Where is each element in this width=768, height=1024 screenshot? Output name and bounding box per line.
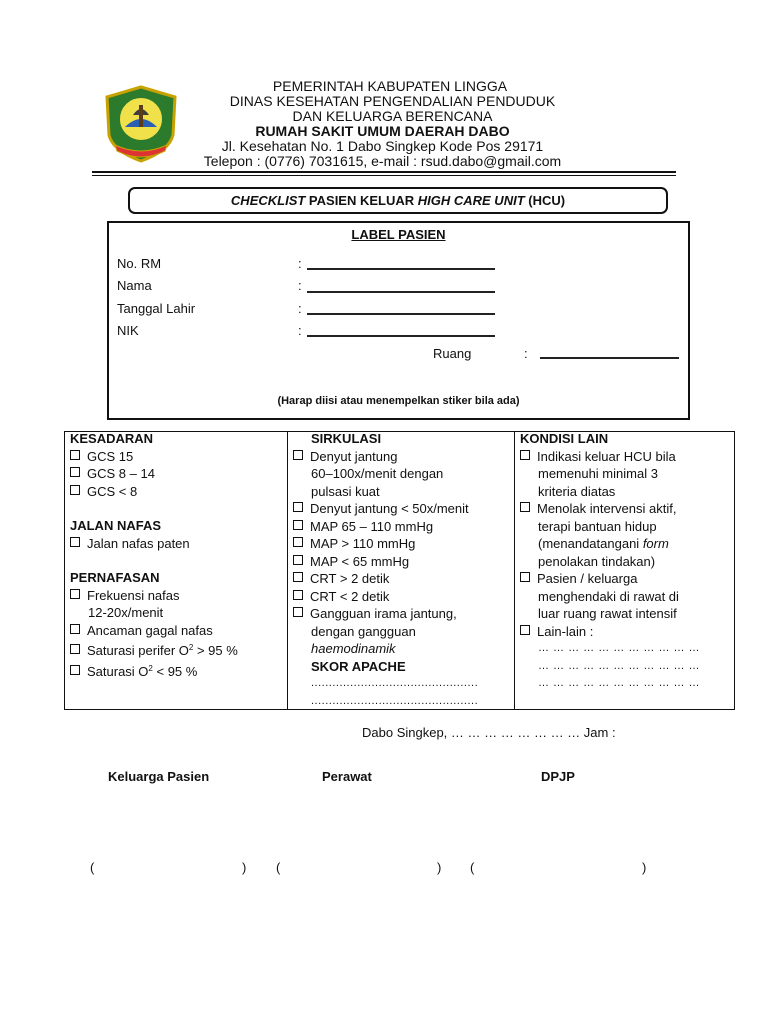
checkbox-denyut-jantung-low[interactable]: Denyut jantung < 50x/menit xyxy=(293,500,478,518)
item-continuation: pulsasi kuat xyxy=(311,483,380,499)
field-label-ruang: Ruang xyxy=(433,346,472,361)
column-kesadaran xyxy=(70,430,238,680)
checkbox-icon[interactable] xyxy=(70,644,80,654)
checkbox-icon[interactable] xyxy=(293,450,303,460)
checkbox-crt-lt2[interactable]: CRT < 2 detik xyxy=(293,588,478,606)
header-rule-thin xyxy=(92,175,676,176)
column-divider xyxy=(287,431,288,710)
item-continuation: memenuhi minimal 3 xyxy=(538,466,658,481)
nik-field[interactable] xyxy=(307,335,495,337)
signature-open: ( xyxy=(470,860,475,875)
hospital-address: Jl. Kesehatan No. 1 Dabo Singkep Kode Pos 29171 xyxy=(221,138,544,154)
lain-lain-field[interactable]: … … … … … … … … … … … xyxy=(538,659,701,672)
item-continuation: 12-20x/menit xyxy=(88,605,164,620)
checkbox-icon[interactable] xyxy=(70,467,80,477)
label-note: (Harap diisi atau menempelkan stiker bila ada) xyxy=(277,395,520,407)
checkbox-icon[interactable] xyxy=(70,624,80,634)
colon: : xyxy=(298,301,302,316)
header-rule xyxy=(92,171,676,173)
hospital-name: RUMAH SAKIT UMUM DAERAH DABO xyxy=(255,123,510,139)
checkbox-icon[interactable] xyxy=(520,450,530,460)
item-continuation: kriteria diatas xyxy=(538,483,616,499)
section-skor-apache: SKOR APACHE xyxy=(311,658,406,674)
colon: : xyxy=(298,323,302,338)
signature-open: ( xyxy=(276,860,281,875)
form-title: CHECKLIST PASIEN KELUAR HIGH CARE UNIT (HCU) xyxy=(128,187,668,214)
checkbox-map-normal[interactable]: MAP 65 – 110 mmHg xyxy=(293,518,478,536)
field-label-tgl: Tanggal Lahir xyxy=(117,301,196,316)
checkbox-pasien-keluarga[interactable]: Pasien / keluarga xyxy=(520,570,700,588)
field-label-rm: No. RM xyxy=(117,256,162,271)
colon: : xyxy=(298,256,302,271)
checkbox-saturasi-perifer[interactable]: Saturasi perifer $O^2 > 95$ % xyxy=(70,639,238,660)
checkbox-indikasi-keluar[interactable]: Indikasi keluar HCU bila xyxy=(520,448,700,466)
checkbox-denyut-jantung-normal[interactable]: Denyut jantung xyxy=(293,448,478,466)
checkbox-jalan-nafas-paten[interactable]: Jalan nafas paten xyxy=(70,535,238,553)
checkbox-map-high[interactable]: MAP > 110 mmHg xyxy=(293,535,478,553)
signer-perawat: Perawat xyxy=(322,769,372,784)
checkbox-icon[interactable] xyxy=(293,502,303,512)
agency-name-cont: DAN KELUARGA BERENCANA xyxy=(292,108,493,124)
item-continuation: terapi bantuan hidup xyxy=(538,518,657,534)
checkbox-ancaman-gagal-nafas[interactable]: Ancaman gagal nafas xyxy=(70,622,238,640)
checkbox-icon[interactable] xyxy=(70,450,80,460)
checkbox-icon[interactable] xyxy=(520,572,530,582)
section-kondisi-lain: KONDISI LAIN xyxy=(520,431,609,446)
checkbox-saturasi[interactable]: Saturasi $O^2 < 95$ % xyxy=(70,660,238,681)
signature-keluarga-field[interactable] xyxy=(100,858,236,878)
field-label-nik: NIK xyxy=(117,323,139,338)
signature-open: ( xyxy=(90,860,95,875)
gov-name: PEMERINTAH KABUPATEN LINGGA xyxy=(272,78,508,94)
field-label-nama: Nama xyxy=(117,278,152,293)
checkbox-icon[interactable] xyxy=(70,537,80,547)
column-divider xyxy=(514,431,515,710)
hospital-contact: Telepon : (0776) 7031615, e-mail : rsud.dabo@gmail.com xyxy=(203,153,562,169)
ruang-field[interactable] xyxy=(540,357,679,359)
checkbox-icon[interactable] xyxy=(70,665,80,675)
section-jalan-nafas: JALAN NAFAS xyxy=(70,518,162,533)
checkbox-gcs8-14[interactable]: GCS 8 – 14 xyxy=(70,465,238,483)
checkbox-gangguan-irama[interactable]: Gangguan irama jantung, xyxy=(293,605,478,623)
colon: : xyxy=(298,278,302,293)
skor-apache-field[interactable]: ............................................... xyxy=(311,677,479,689)
checkbox-gcs15[interactable]: GCS 15 xyxy=(70,448,238,466)
signature-close: ) xyxy=(642,860,647,875)
section-kesadaran: KESADARAN xyxy=(70,431,154,446)
item-continuation: penolakan tindakan) xyxy=(538,553,656,569)
nama-field[interactable] xyxy=(307,291,495,293)
item-continuation: luar ruang rawat intensif xyxy=(538,606,677,621)
signature-perawat-field[interactable] xyxy=(286,858,432,878)
checkbox-icon[interactable] xyxy=(293,590,303,600)
column-sirkulasi xyxy=(293,430,478,710)
checkbox-lain-lain[interactable]: Lain-lain : xyxy=(520,623,700,641)
checkbox-icon[interactable] xyxy=(293,572,303,582)
column-kondisi-lain xyxy=(520,430,700,693)
place-date-time[interactable]: Dabo Singkep, … … … … … … … … Jam : xyxy=(362,725,616,740)
checkbox-icon[interactable] xyxy=(293,520,303,530)
lain-lain-field[interactable]: … … … … … … … … … … … xyxy=(538,677,701,689)
signer-keluarga: Keluarga Pasien xyxy=(108,769,210,784)
colon: : xyxy=(524,346,528,361)
checkbox-icon[interactable] xyxy=(520,502,530,512)
signer-dpjp: DPJP xyxy=(541,769,575,784)
checkbox-menolak-intervensi[interactable]: Menolak intervensi aktif, xyxy=(520,500,700,518)
item-continuation: menghendaki di rawat di xyxy=(538,588,679,604)
checkbox-map-low[interactable]: MAP < 65 mmHg xyxy=(293,553,478,571)
item-continuation: haemodinamik xyxy=(311,641,396,656)
checkbox-crt-gt2[interactable]: CRT > 2 detik xyxy=(293,570,478,588)
rm-field[interactable] xyxy=(307,268,495,270)
checkbox-icon[interactable] xyxy=(520,625,530,635)
checkbox-icon[interactable] xyxy=(70,485,80,495)
checkbox-frekuensi-nafas[interactable]: Frekuensi nafas xyxy=(70,587,238,605)
checkbox-icon[interactable] xyxy=(293,607,303,617)
item-continuation: 60–100x/menit dengan xyxy=(311,466,444,481)
section-sirkulasi: SIRKULASI xyxy=(311,431,382,446)
section-pernafasan: PERNAFASAN xyxy=(70,570,160,585)
tanggal-lahir-field[interactable] xyxy=(307,313,495,315)
checkbox-icon[interactable] xyxy=(293,537,303,547)
checkbox-gcs-lt8[interactable]: GCS < 8 xyxy=(70,483,238,501)
patient-label-box xyxy=(107,221,690,420)
signature-dpjp-field[interactable] xyxy=(480,858,636,878)
skor-apache-field[interactable]: ............................................... xyxy=(311,694,479,707)
checkbox-icon[interactable] xyxy=(70,589,80,599)
item-continuation: (menandatangani form xyxy=(538,536,669,551)
agency-name: DINAS KESEHATAN PENGENDALIAN PENDUDUK xyxy=(229,93,556,109)
lain-lain-field[interactable]: … … … … … … … … … … … xyxy=(538,642,701,654)
label-heading: LABEL PASIEN xyxy=(351,227,446,242)
signature-close: ) xyxy=(242,860,247,875)
signature-close: ) xyxy=(437,860,442,875)
item-continuation: dengan gangguan xyxy=(311,623,416,639)
checkbox-icon[interactable] xyxy=(293,555,303,565)
